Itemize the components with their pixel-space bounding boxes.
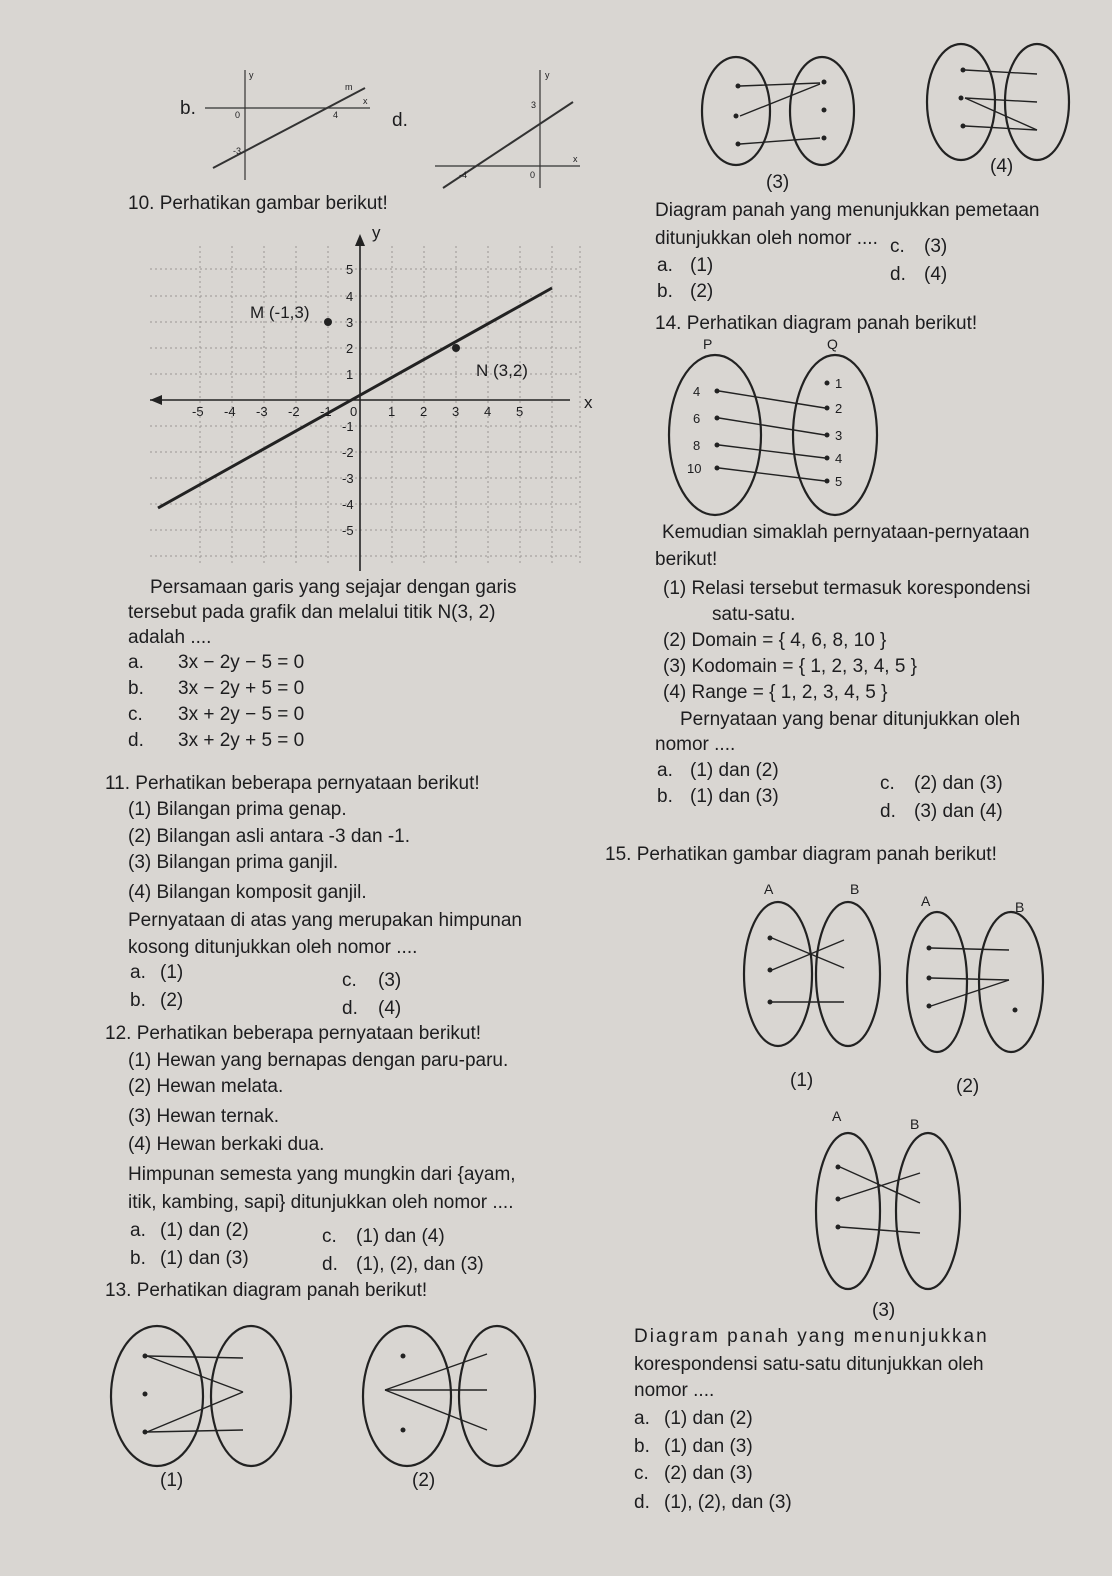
q14-set-p-label: P bbox=[703, 336, 713, 352]
graph-d-neg4: -4 bbox=[459, 170, 468, 180]
q9-option-c-text: (3) bbox=[924, 236, 948, 257]
q13-diagram-1-label: (1) bbox=[160, 1470, 184, 1491]
q11-option-b-text: (2) bbox=[160, 990, 184, 1011]
q15-d2-set-a: A bbox=[921, 893, 931, 909]
q10-stem-1: Persamaan garis yang sejajar dengan garis bbox=[150, 577, 517, 598]
y-tick: 2 bbox=[346, 341, 354, 356]
q14-option-c: c. bbox=[880, 773, 895, 794]
x-tick: -2 bbox=[288, 404, 300, 419]
x-tick: 3 bbox=[452, 404, 460, 419]
q14-option-d-text: (3) dan (4) bbox=[914, 801, 1003, 822]
q15-d1-set-b: B bbox=[850, 881, 860, 897]
q11-stem-2: kosong ditunjukkan oleh nomor .... bbox=[128, 937, 418, 958]
q14-stem-1: Kemudian simaklah pernyataan-pernyataan bbox=[662, 522, 1030, 543]
point-n bbox=[452, 344, 460, 352]
x-tick: 2 bbox=[420, 404, 428, 419]
diagram-3-top-label: (3) bbox=[766, 172, 790, 193]
q14-statement-3: (3) Kodomain = { 1, 2, 3, 4, 5 } bbox=[663, 656, 918, 677]
q15-option-b-text: (1) dan (3) bbox=[664, 1436, 753, 1457]
q10-option-d-text: 3x + 2y + 5 = 0 bbox=[178, 730, 305, 751]
y-tick: -1 bbox=[342, 419, 354, 434]
q14-statement-4: (4) Range = { 1, 2, 3, 4, 5 } bbox=[663, 682, 888, 703]
q12-title: 12. Perhatikan beberapa pernyataan berikut! bbox=[105, 1023, 482, 1044]
q10-option-a: a. bbox=[128, 652, 144, 673]
q12-stem-2: itik, kambing, sapi} ditunjukkan oleh nomor .... bbox=[128, 1192, 514, 1213]
graph-b-y: y bbox=[249, 70, 254, 80]
q15-option-d-text: (1), (2), dan (3) bbox=[664, 1492, 792, 1513]
q15-d2-set-b: B bbox=[1015, 899, 1025, 915]
q12-option-d-text: (1), (2), dan (3) bbox=[356, 1254, 484, 1275]
q9-option-a-text: (1) bbox=[690, 255, 714, 276]
q15-option-c-text: (2) dan (3) bbox=[664, 1463, 753, 1484]
p-item: 6 bbox=[693, 411, 701, 426]
q-item: 2 bbox=[835, 401, 843, 416]
q11-option-c: c. bbox=[342, 970, 357, 991]
q9-option-a: a. bbox=[657, 255, 673, 276]
x-tick: 5 bbox=[516, 404, 524, 419]
q15-title: 15. Perhatikan gambar diagram panah berikut! bbox=[605, 844, 997, 865]
q12-option-c-text: (1) dan (4) bbox=[356, 1226, 445, 1247]
q15-stem-1: Diagram panah yang menunjukkan bbox=[634, 1326, 989, 1347]
q11-stem-1: Pernyataan di atas yang merupakan himpunan bbox=[128, 910, 522, 931]
q11-option-c-text: (3) bbox=[378, 970, 402, 991]
graph-d-x: x bbox=[573, 154, 578, 164]
q12-statement-3: (3) Hewan ternak. bbox=[128, 1106, 280, 1127]
x-tick: 4 bbox=[484, 404, 492, 419]
q12-option-c: c. bbox=[322, 1226, 337, 1247]
y-tick: 3 bbox=[346, 315, 354, 330]
q12-option-a: a. bbox=[130, 1220, 146, 1241]
option-d-label: d. bbox=[392, 110, 408, 131]
q-item: 5 bbox=[835, 474, 843, 489]
q14-arrow-diagram bbox=[665, 333, 885, 518]
graph-d-three: 3 bbox=[531, 100, 537, 110]
y-tick: -4 bbox=[342, 497, 354, 512]
q15-option-b: b. bbox=[634, 1436, 650, 1457]
graph-b-x: x bbox=[363, 96, 368, 106]
q15-d1-set-a: A bbox=[764, 881, 774, 897]
p-item: 10 bbox=[687, 461, 702, 476]
q15-stem-2: korespondensi satu-satu ditunjukkan oleh bbox=[634, 1354, 984, 1375]
x-tick: 1 bbox=[388, 404, 396, 419]
q10-y-axis-label: y bbox=[372, 223, 381, 242]
q13-arrow-diagram-1 bbox=[105, 1320, 295, 1480]
q10-option-a-text: 3x − 2y − 5 = 0 bbox=[178, 652, 305, 673]
q14-statement-1: (1) Relasi tersebut termasuk korespondensi bbox=[663, 578, 1031, 599]
q15-d3-set-b: B bbox=[910, 1116, 920, 1132]
q15-option-d: d. bbox=[634, 1492, 650, 1513]
q9-stem-1: Diagram panah yang menunjukkan pemetaan bbox=[655, 200, 1040, 221]
q13-title: 13. Perhatikan diagram panah berikut! bbox=[105, 1280, 428, 1301]
q15-arrow-diagram-3 bbox=[810, 1103, 970, 1298]
q12-statement-4: (4) Hewan berkaki dua. bbox=[128, 1134, 325, 1155]
q9-stem-2: ditunjukkan oleh nomor .... bbox=[655, 228, 878, 249]
q9-option-d-text: (4) bbox=[924, 264, 948, 285]
q-item: 3 bbox=[835, 428, 843, 443]
q11-option-d: d. bbox=[342, 998, 358, 1019]
q14-option-d: d. bbox=[880, 801, 896, 822]
q14-stem-2: berikut! bbox=[655, 549, 718, 570]
q14-title: 14. Perhatikan diagram panah berikut! bbox=[655, 313, 978, 334]
graph-b-zero: 0 bbox=[235, 110, 241, 120]
x-tick: 0 bbox=[350, 404, 358, 419]
q9-option-b: b. bbox=[657, 281, 673, 302]
q10-stem-2: tersebut pada grafik dan melalui titik N(3, 2) bbox=[128, 602, 496, 623]
arrow-diagram-3-top bbox=[700, 56, 860, 171]
q-item: 1 bbox=[835, 376, 843, 391]
y-tick: 4 bbox=[346, 289, 354, 304]
q10-option-b-text: 3x − 2y + 5 = 0 bbox=[178, 678, 305, 699]
q10-point-n-label: N (3,2) bbox=[476, 361, 528, 380]
q11-title: 11. Perhatikan beberapa pernyataan berikut! bbox=[105, 773, 480, 794]
q9-option-d: d. bbox=[890, 264, 906, 285]
graph-b-four: 4 bbox=[333, 110, 339, 120]
arrow-diagram-4-top bbox=[925, 40, 1075, 165]
q14-statement-1-cont: satu-satu. bbox=[712, 604, 796, 625]
p-item: 4 bbox=[693, 384, 701, 399]
q10-point-m-label: M (-1,3) bbox=[250, 303, 310, 322]
q10-option-c: c. bbox=[128, 704, 143, 725]
x-tick: -1 bbox=[320, 404, 332, 419]
x-tick: -5 bbox=[192, 404, 204, 419]
q11-statement-4: (4) Bilangan komposit ganjil. bbox=[128, 882, 367, 903]
mini-graph-b bbox=[205, 70, 375, 180]
option-b-label: b. bbox=[180, 98, 196, 119]
y-tick: -2 bbox=[342, 445, 354, 460]
q12-option-d: d. bbox=[322, 1254, 338, 1275]
q10-title: 10. Perhatikan gambar berikut! bbox=[128, 193, 388, 214]
q12-statement-1: (1) Hewan yang bernapas dengan paru-paru. bbox=[128, 1050, 509, 1071]
q12-stem-1: Himpunan semesta yang mungkin dari {ayam, bbox=[128, 1164, 516, 1185]
q11-statement-1: (1) Bilangan prima genap. bbox=[128, 799, 347, 820]
diagram-4-top-label: (4) bbox=[990, 156, 1014, 177]
q11-option-b: b. bbox=[130, 990, 146, 1011]
q11-statement-2: (2) Bilangan asli antara -3 dan -1. bbox=[128, 826, 410, 847]
q11-statement-3: (3) Bilangan prima ganjil. bbox=[128, 852, 339, 873]
q14-option-b-text: (1) dan (3) bbox=[690, 786, 779, 807]
graph-d-zero: 0 bbox=[530, 170, 536, 180]
y-tick: -5 bbox=[342, 523, 354, 538]
q15-stem-3: nomor .... bbox=[634, 1380, 715, 1401]
q14-stem-3: Pernyataan yang benar ditunjukkan oleh bbox=[680, 709, 1021, 730]
q10-option-c-text: 3x + 2y − 5 = 0 bbox=[178, 704, 305, 725]
q9-option-b-text: (2) bbox=[690, 281, 714, 302]
y-tick: 5 bbox=[346, 262, 354, 277]
q15-diagram-2-label: (2) bbox=[956, 1076, 980, 1097]
y-tick: -3 bbox=[342, 471, 354, 486]
q14-set-q-label: Q bbox=[827, 336, 838, 352]
x-tick: -3 bbox=[256, 404, 268, 419]
q13-diagram-2-label: (2) bbox=[412, 1470, 436, 1491]
q15-option-a: a. bbox=[634, 1408, 650, 1429]
q14-option-a-text: (1) dan (2) bbox=[690, 760, 779, 781]
q12-option-b: b. bbox=[130, 1248, 146, 1269]
point-m bbox=[324, 318, 332, 326]
q15-diagram-1-label: (1) bbox=[790, 1070, 814, 1091]
q15-arrow-diagram-1 bbox=[740, 876, 890, 1061]
graph-b-neg3: -3 bbox=[233, 146, 242, 156]
q10-stem-3: adalah .... bbox=[128, 627, 212, 648]
q10-coordinate-graph bbox=[150, 223, 593, 586]
y-tick: 1 bbox=[346, 367, 354, 382]
q12-option-a-text: (1) dan (2) bbox=[160, 1220, 249, 1241]
p-item: 8 bbox=[693, 438, 701, 453]
q11-option-a: a. bbox=[130, 962, 146, 983]
q12-statement-2: (2) Hewan melata. bbox=[128, 1076, 284, 1097]
q11-option-d-text: (4) bbox=[378, 998, 402, 1019]
q9-option-c: c. bbox=[890, 236, 905, 257]
graph-b-m: m bbox=[345, 82, 353, 92]
q15-diagram-3-label: (3) bbox=[872, 1300, 896, 1321]
mini-graph-d bbox=[415, 70, 585, 190]
q14-statement-2: (2) Domain = { 4, 6, 8, 10 } bbox=[663, 630, 887, 651]
q15-arrow-diagram-2 bbox=[905, 880, 1055, 1065]
q15-option-c: c. bbox=[634, 1463, 649, 1484]
q14-option-c-text: (2) dan (3) bbox=[914, 773, 1003, 794]
q15-d3-set-a: A bbox=[832, 1108, 842, 1124]
q13-arrow-diagram-2 bbox=[355, 1320, 545, 1480]
q10-x-axis-label: x bbox=[584, 393, 593, 412]
graph-d-y: y bbox=[545, 70, 550, 80]
q15-option-a-text: (1) dan (2) bbox=[664, 1408, 753, 1429]
q-item: 4 bbox=[835, 451, 843, 466]
q10-option-d: d. bbox=[128, 730, 144, 751]
q14-option-a: a. bbox=[657, 760, 673, 781]
q12-option-b-text: (1) dan (3) bbox=[160, 1248, 249, 1269]
q11-option-a-text: (1) bbox=[160, 962, 184, 983]
q14-stem-4: nomor .... bbox=[655, 734, 736, 755]
q14-option-b: b. bbox=[657, 786, 673, 807]
x-tick: -4 bbox=[224, 404, 236, 419]
q10-option-b: b. bbox=[128, 678, 144, 699]
